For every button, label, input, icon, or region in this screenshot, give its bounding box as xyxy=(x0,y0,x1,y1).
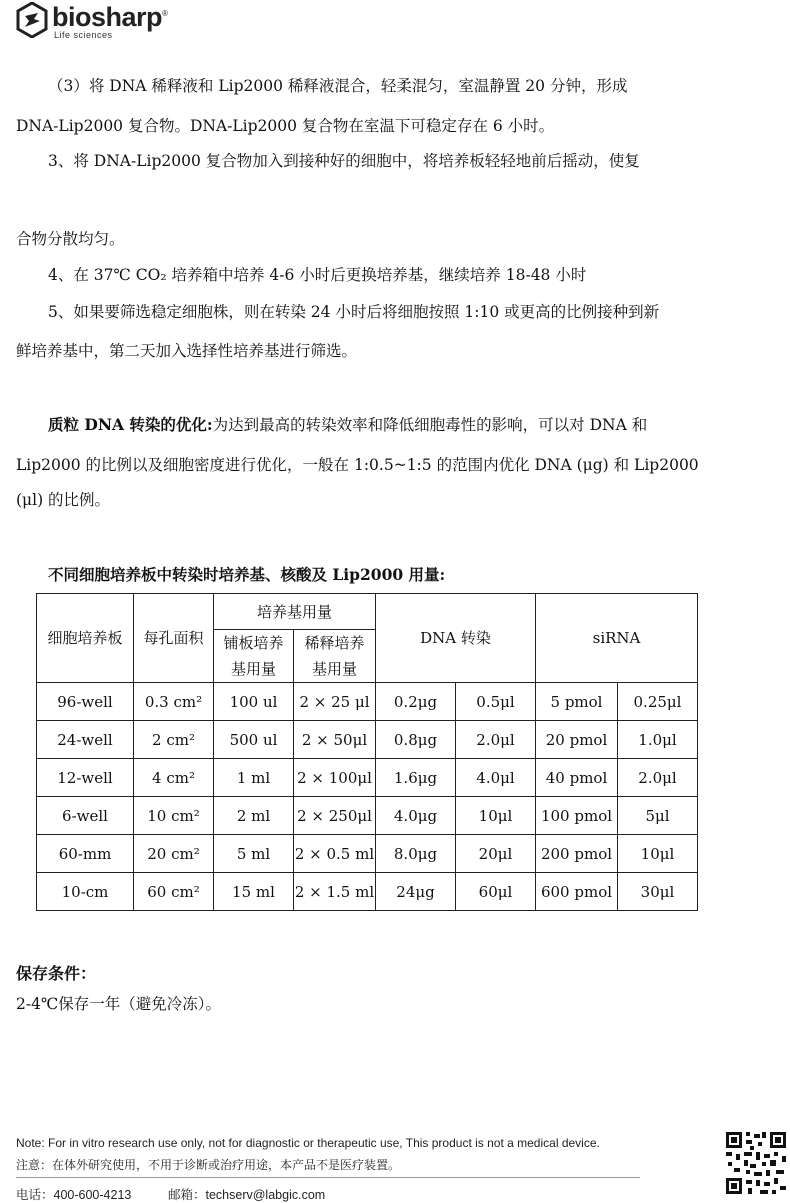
table-row xyxy=(37,835,698,873)
cell-plating: 500 ul xyxy=(214,721,294,759)
cell-dilution: 2 × 100μl xyxy=(294,759,376,797)
cell-plate: 10-cm xyxy=(37,873,134,911)
paragraph-line: 3、将 DNA-Lip2000 复合物加入到接种好的细胞中，将培养板轻轻地前后摇动，使复 xyxy=(48,152,640,170)
cell-dna: 8.0μg xyxy=(376,835,456,873)
footer-note-en: Note: For in vitro research use only, not for diagnostic or therapeutic use, This product is not a medical device. xyxy=(16,1136,600,1150)
header-medium-group: 培养基用量 xyxy=(214,594,376,630)
cell-lip-dna: 0.5μl xyxy=(456,683,536,721)
cell-dna: 0.8μg xyxy=(376,721,456,759)
cell-area: 60 cm² xyxy=(134,873,214,911)
paragraph-line: 4、在 37℃ CO₂ 培养箱中培养 4-6 小时后更换培养基，继续培养 18-48 小时 xyxy=(48,266,587,284)
table-row xyxy=(37,797,698,835)
cell-plate: 96-well xyxy=(37,683,134,721)
optimization-line-1: 质粒 DNA 转染的优化:为达到最高的转染效率和降低细胞毒性的影响，可以对 DNA 和 xyxy=(48,415,648,434)
cell-area: 2 cm² xyxy=(134,721,214,759)
optimization-label: 质粒 DNA 转染的优化: xyxy=(48,415,213,434)
cell-dilution: 2 × 25 μl xyxy=(294,683,376,721)
cell-lip-dna: 10μl xyxy=(456,797,536,835)
paragraph-line: （3）将 DNA 稀释液和 Lip2000 稀释液混合，轻柔混匀，室温静置 20 分钟，形成 xyxy=(48,77,628,95)
cell-plate: 12-well xyxy=(37,759,134,797)
table-row xyxy=(37,759,698,797)
cell-dilution: 2 × 1.5 ml xyxy=(294,873,376,911)
brand-tagline: Life sciences xyxy=(54,30,113,40)
footer-note-cn: 注意：在体外研究使用，不用于诊断或治疗用途，本产品不是医疗装置。 xyxy=(16,1158,401,1172)
table-row xyxy=(37,873,698,911)
cell-plate: 60-mm xyxy=(37,835,134,873)
paragraph-line: 鲜培养基中，第二天加入选择性培养基进行筛选。 xyxy=(16,342,358,360)
cell-sirna: 20 pmol xyxy=(536,721,618,759)
cell-area: 4 cm² xyxy=(134,759,214,797)
header-sirna: siRNA xyxy=(536,594,698,683)
cell-lip-dna: 60μl xyxy=(456,873,536,911)
footer-divider xyxy=(16,1177,640,1178)
table-row xyxy=(37,721,698,759)
cell-sirna: 40 pmol xyxy=(536,759,618,797)
cell-dilution: 2 × 50μl xyxy=(294,721,376,759)
header-dilution: 稀释培养基用量 xyxy=(294,630,376,683)
footer-phone: 电话：400-600-4213 xyxy=(16,1188,132,1202)
cell-plating: 100 ul xyxy=(214,683,294,721)
optimization-line-2: Lip2000 的比例以及细胞密度进行优化，一般在 1:0.5~1:5 的范围内优化 DNA (μg) 和 Lip2000 xyxy=(16,456,699,474)
paragraph-line: 合物分散均匀。 xyxy=(16,230,125,248)
header-plate: 细胞培养板 xyxy=(37,594,134,683)
brand-name: biosharp® xyxy=(52,2,168,32)
cell-dna: 0.2μg xyxy=(376,683,456,721)
cell-lip-dna: 20μl xyxy=(456,835,536,873)
cell-area: 0.3 cm² xyxy=(134,683,214,721)
cell-lip-sirna: 0.25μl xyxy=(618,683,698,721)
header-plating: 铺板培养基用量 xyxy=(214,630,294,683)
cell-lip-sirna: 1.0μl xyxy=(618,721,698,759)
cell-plating: 2 ml xyxy=(214,797,294,835)
cell-area: 20 cm² xyxy=(134,835,214,873)
paragraph-line: DNA-Lip2000 复合物。DNA-Lip2000 复合物在室温下可稳定存在 6 小时。 xyxy=(16,117,555,135)
paragraph-line: 5、如果要筛选稳定细胞株，则在转染 24 小时后将细胞按照 1:10 或更高的比例接种到新 xyxy=(48,303,660,321)
biosharp-logo-icon xyxy=(16,2,48,38)
table-title: 不同细胞培养板中转染时培养基、核酸及 Lip2000 用量: xyxy=(48,565,446,584)
header-area: 每孔面积 xyxy=(134,594,214,683)
cell-sirna: 100 pmol xyxy=(536,797,618,835)
cell-lip-sirna: 5μl xyxy=(618,797,698,835)
cell-lip-dna: 2.0μl xyxy=(456,721,536,759)
brand-logo xyxy=(16,0,186,44)
cell-lip-sirna: 10μl xyxy=(618,835,698,873)
cell-sirna: 5 pmol xyxy=(536,683,618,721)
cell-plate: 24-well xyxy=(37,721,134,759)
cell-plating: 15 ml xyxy=(214,873,294,911)
cell-sirna: 200 pmol xyxy=(536,835,618,873)
table-row xyxy=(37,683,698,721)
cell-area: 10 cm² xyxy=(134,797,214,835)
transfection-table xyxy=(36,593,698,911)
cell-dna: 4.0μg xyxy=(376,797,456,835)
storage-title: 保存条件： xyxy=(16,964,97,983)
header-dna: DNA 转染 xyxy=(376,594,536,683)
cell-plating: 1 ml xyxy=(214,759,294,797)
cell-dna: 24μg xyxy=(376,873,456,911)
optimization-line-3: (μl) 的比例。 xyxy=(16,491,111,509)
cell-lip-dna: 4.0μl xyxy=(456,759,536,797)
footer-email: 邮箱：techserv@labgic.com xyxy=(168,1188,326,1202)
cell-sirna: 600 pmol xyxy=(536,873,618,911)
cell-plate: 6-well xyxy=(37,797,134,835)
cell-dilution: 2 × 250μl xyxy=(294,797,376,835)
cell-lip-sirna: 2.0μl xyxy=(618,759,698,797)
cell-dna: 1.6μg xyxy=(376,759,456,797)
qr-code-icon xyxy=(724,1130,788,1196)
cell-plating: 5 ml xyxy=(214,835,294,873)
cell-lip-sirna: 30μl xyxy=(618,873,698,911)
cell-dilution: 2 × 0.5 ml xyxy=(294,835,376,873)
storage-text: 2-4℃保存一年（避免冷冻）。 xyxy=(16,995,222,1013)
